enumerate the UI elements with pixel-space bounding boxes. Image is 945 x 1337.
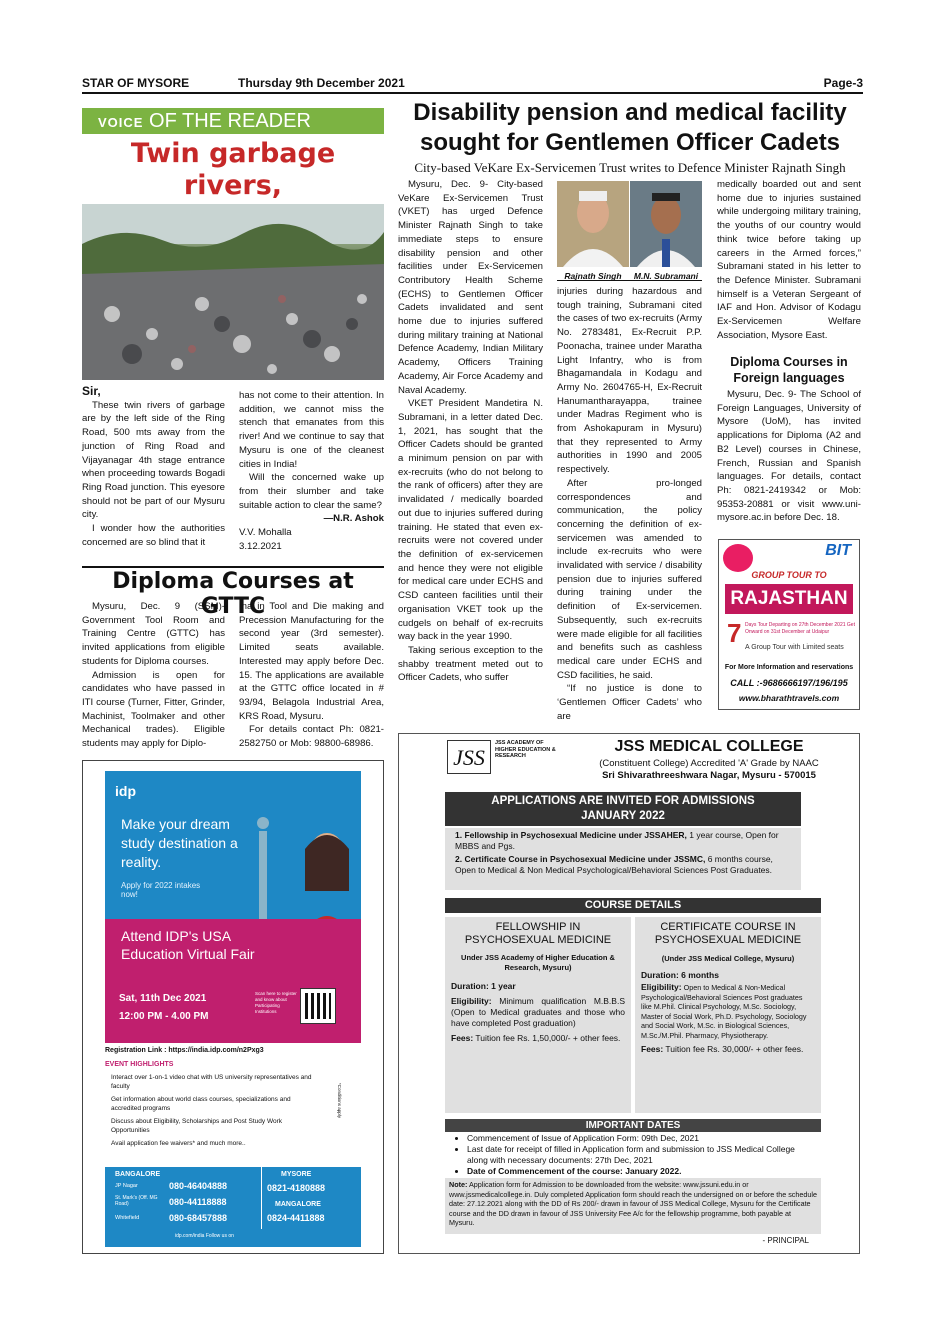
letter-date: 3.12.2021 [239,540,282,552]
list-item: Interact over 1-on-1 video chat with US university representatives and faculty [111,1074,312,1090]
main-headline [396,98,864,158]
jss-applications-banner [445,792,801,826]
list-item: Get information about world class courses, specializations and accredited programs [111,1096,291,1112]
jss-fellowship-under: Under JSS Academy of Higher Education & Research, Mysuru) [461,953,615,972]
main-paragraph: VKET President Mandetira N. Subramani, in a letter dated Dec. 1, 2021, has sought that the Officer Cadets should be granted a minimum pension on par with ex-recruits (who do not belong to the rank of officers) after they are invalidated / medically boarded out due to injuries suffered during training. He stated that even ex-recruits were not covered under the definition of ex-servicemen and hence they were not eligible for medical care under ECHS and CSD canteen facilities until their organisation VKET took up the cudgels on behalf of ex-recruits way back in the year 1990. [398,398,543,643]
main-paragraph: “If no justice is done to ‘Gentlemen Officer Cadets’ who are [557,683,702,722]
idp-jp-phone[interactable]: 080-46404888 [169,1181,228,1191]
bit-more: For More Information and reservations [724,664,854,671]
jss-ad [398,733,860,1254]
gttc-column-1 [82,600,225,751]
voice-word: VOICE [98,115,144,130]
jss-certificate-box [635,917,821,1113]
jss-course-details-banner: COURSE DETAILS [445,898,821,913]
foreign-paragraph: Mysuru, Dec. 9- The School of Foreign Languages, University of Mysore (UoM), has invited applications for Diploma (A2 and B2 Level) courses in Chinese, French, Russian and Spanish languages. For details, contact Ph: 0821-2419342 or Mob: 95353-20881 or visit www.uni-mysore.ac.in before Dec. 18. [717,389,861,524]
idp-conditions: *Conditions apply [337,1083,342,1119]
foreign-headline-line2: Foreign languages [733,371,845,385]
jss-fellowship-fees: Fees: Tuition fee Rs. 1,50,000/- + other fees. [451,1033,621,1043]
idp-sm-phone[interactable]: 080-44118888 [169,1197,227,1207]
idp-scan: Scan here to register and know about Participating Institutions [255,991,297,1014]
main-paragraph: Taking serious exception to the shabby treatment meted out to Officer Cadets, who suffer [398,644,543,684]
portraits [557,181,702,281]
main-paragraph: medically boarded out and sent home due to injuries sustained while undergoing military training, the youths of our country would think twice before taking up careers in the Armed forces,” Subramani stated in his letter to the Defence Minister. Subramani himself is a Veteran Sergeant of IAF and Hon. Advisor of Kodagu Ex-Servicemen Welfare Association, Mysore East. [717,179,861,341]
jss-fellowship-eligibility: Eligibility: Minimum qualification M.B.B.S (Open to Medical graduates and those who have completed Post graduation) [451,996,625,1028]
page-header [82,76,863,94]
garbage-photo [82,204,384,380]
jss-note: Note: Application form for Admission to be downloaded from the website: www.jssuni.edu.in or www.jssmedicalcollege.in. Duly completed Application form should reach the undersigned on or before the schedule date: 27.12.2021 along with the DD of Rs 200/- drawn in favour of JSS Medical College, Mysuru for the Certificate course and the DD drawn in favour of JSS University Fee A/c for the fellowship programme, both payable at Mysuru. [445,1178,821,1234]
letter-locality: V.V. Mohalla [239,527,292,539]
letter-headline-line1: Twin garbage rivers, [130,138,336,201]
idp-mangalore-phone[interactable]: 0824-4411888 [267,1213,325,1223]
main-paragraph: After pro-longed correspondences and communication, the policy concerning the definition of ex-servicemen was amended to include ex-recruits who were invalidated with service / disability pension due to injuries suffered during training under the definition of Ex-servicemen. Subsequently, such ex-recruits were made eligible for all facilities and benefits such as cashless medical care under ECHS and CSD facilities, he said. [557,477,702,681]
idp-apply: Apply for 2022 intakes now! [121,881,201,899]
idp-highlights-title: EVENT HIGHLIGHTS [105,1061,174,1068]
voice-rest: OF THE READER [143,110,311,132]
idp-jp: JP Nagar [115,1183,138,1189]
idp-ad-panel [105,771,361,1247]
main-paragraph: Mysuru, Dec. 9- City-based VeKare Ex-Servicemen Trust (VKET) has urged Defence Minister Rajnath Singh to take immediate steps to ensure disability pension and other facilities under Ex-Servicemen Contributory Health Scheme (ECHS) to Gentlemen Officer Cadets invalidated and sent home due to injuries suffered during military training at National Defence Academy, Indian Military Academy, Officers Training Academy, Air Force Academy and Naval Academy. [398,179,543,396]
paper-name: STAR OF MYSORE [82,76,190,90]
foreign-column [717,388,861,525]
letter-paragraph: I wonder how the authorities concerned are so blind that it [82,523,225,548]
idp-whitefield: Whitefield [115,1215,140,1221]
bit-days: Days Tour Departing on 27th December 2021 Get Onward on 31st December at Udaipur [745,622,855,635]
gttc-paragraph: ma in Tool and Die making and Precession Manufacturing for the second year (3rd semester). Limited seats available. Interested may apply before Dec. 15. The applications are available at the GTTC office located in # 93/94, Belagola Industrial Area, KRS Road, Mysuru. [239,601,384,722]
jss-programme-2: 2. Certificate Course in Psychosexual Medicine under JSSMC, 6 months course, Open to Medical & Non Medical Psychological/Behavioral Sciences Post Graduates. [455,854,773,875]
idp-mangalore: MANGALORE [275,1201,321,1208]
gttc-paragraph: For details contact Ph: 0821-2582750 or Mob: 98800-68986. [239,724,384,750]
idp-mysore-phone[interactable]: 0821-4180888 [267,1183,326,1193]
jss-important-dates-banner: IMPORTANT DATES [445,1119,821,1132]
jss-title: JSS MEDICAL COLLEGE [614,738,804,755]
portraits-illustration [557,181,702,267]
idp-hero [105,771,361,1043]
jss-logo: JSS [447,740,491,774]
list-item: Discuss about Eligibility, Scholarships and Post Study Work Opportunities [111,1118,283,1134]
main-headline-line2: sought for Gentlemen Officer Cadets [419,129,841,156]
garbage-photo-illustration [82,204,384,380]
main-column-2 [557,285,702,724]
jss-address: Sri Shivarathreeshwara Nagar, Mysuru - 570015 [602,770,816,781]
main-subheadline: City-based VeKare Ex-Servicemen Trust writes to Defence Minister Rajnath Singh [414,160,846,175]
jss-certificate-title: CERTIFICATE COURSE IN PSYCHOSEXUAL MEDICINE [654,921,802,946]
jss-fellowship-box [445,917,631,1113]
list-item: • Last date for receipt of filled in Application form and submission to JSS Medical College along with necessary documents: 27th Dec, 2021 [467,1144,817,1166]
jss-applications-line2: JANUARY 2022 [581,810,665,822]
gttc-paragraph: Admission is open for candidates who have passed in ITI course (Turner, Fitter, Grinder, Machinist, Toolmaker and other Mechanical trades). Eligible students may apply for Diplo- [82,669,225,750]
jss-certificate-fees: Fees: Tuition fee Rs. 30,000/- + other fees. [641,1044,804,1054]
dancer-icon [723,544,753,572]
letter-column-1 [82,385,225,549]
idp-footer: idp.com/india Follow us on [175,1233,234,1239]
bit-limited: A Group Tour with Limited seats [745,644,844,651]
page-number: Page-3 [823,76,863,90]
idp-ad [82,760,384,1254]
jss-certificate-eligibility: Eligibility: Open to Medical & Non-Medical Psychological/Behavioral Sciences Post graduates like M.Phil. Clinical Psychology, M.Sc. Sociology, Master of Social Work, Ph.D. Psychology, Sociology and Social Work, M.Sc. in Biological Sciences, M.Sc./M.Phil. Pharmacy, Physiotherapy. [641,982,807,1040]
jss-logo-text: JSS ACADEMY OF HIGHER EDUCATION & RESEARCH [495,740,556,759]
caption-rajnath: Rajnath Singh [564,271,622,281]
letter-paragraph: Will the concerned wake up from their slumber and take suitable action to clear the same? [239,472,384,511]
idp-date: Sat, 11th Dec 2021 [119,993,207,1004]
idp-registration-link[interactable]: Registration Link : https://india.idp.com/n2Pxg3 [105,1047,264,1054]
main-column-1 [398,178,543,685]
idp-wf-phone[interactable]: 080-68457888 [169,1213,228,1223]
list-item: • Commencement of Issue of Application Form: 09th Dec, 2021 [467,1133,817,1144]
main-headline-line1: Disability pension and medical facility [413,99,847,126]
list-item: Avail application fee waivers* and much more.. [111,1140,246,1147]
jss-accreditation: (Constituent College) Accredited 'A' Grade by NAAC [599,758,819,769]
letter-column-2 [239,389,384,553]
idp-logo: idp [115,783,136,799]
idp-contact-panel [105,1167,361,1247]
main-paragraph: injuries during hazardous and tough training, Subramani cited the cases of two ex-recruits (Army No. 2783481, Ex-Recruit P.P. Poonacha, trainee under Maratha Light Infantry, who is from Bhagamandala in Kodagu and Army No. 2604765-H, Ex-Recruit Hanumantharayappa, trainee under Madras Regiment who is from Ashokapuram in Mysuru) that they represented to Army authorities in 1990 and 2005 respectively. [557,286,703,476]
idp-highlights-list [111,1073,321,1148]
idp-mysore: MYSORE [281,1171,312,1178]
letter-author: —N.R. Ashok [323,513,384,525]
jss-principal: - PRINCIPAL [762,1236,809,1245]
idp-fair-band [105,919,361,1043]
bit-group: GROUP TOUR TO [751,570,827,580]
issue-date: Thursday 9th December 2021 [238,76,405,90]
letter-salutation: Sir, [82,384,101,398]
jss-certificate-under: (Under JSS Medical College, Mysuru) [661,954,795,963]
list-item: • Date of Commencement of the course: January 2022. [467,1166,817,1177]
letter-paragraph: These twin rivers of garbage are by the left side of the Ring Road, 500 mts away from the junction of Ring Road and Vijayanagar 4th stage entrance when proceeding towards Bogadi Ring Road junction. This eyesore should not be part of our Mysuru city. [82,399,225,521]
bit-days-number: 7 [727,618,742,648]
idp-bangalore: BANGALORE [115,1171,161,1178]
bit-travel-ad [718,539,860,710]
letter-paragraph: has not come to their attention. In addition, we cannot miss the stench that emanates from this river! And we continue to say that Mysuru is one of the cleanest cities in India! [239,390,384,470]
idp-stmarks: St. Mark's (Off. MG Road) [115,1195,158,1207]
idp-headline: Make your dream study destination a reality. [121,816,238,870]
gttc-column-2 [239,600,384,751]
jss-fellowship-title: FELLOWSHIP IN PSYCHOSEXUAL MEDICINE [464,921,612,946]
bit-destination: RAJASTHAN [725,584,853,614]
caption-subramani: M.N. Subramani [633,271,699,281]
qr-code-icon[interactable] [301,989,335,1023]
gttc-paragraph: Mysuru, Dec. 9 (SSM)- Government Tool Room and Training Centre (GTTC) has invited applications from eligible students for Diploma courses. [82,601,225,667]
jss-certificate-duration: Duration: 6 months [641,970,719,980]
foreign-headline [717,354,861,386]
main-column-3 [717,178,861,342]
bit-website: www.bharathtravels.com [738,693,840,703]
jss-programme-1: 1. Fellowship in Psychosexual Medicine under JSSAHER, 1 year course, Open for MBBS and Pgs. [455,830,779,851]
bit-logo: BIT [825,542,851,559]
divider [261,1167,262,1229]
foreign-headline-line1: Diploma Courses in [730,355,848,369]
gttc-rule [82,566,384,568]
idp-fair-title: Attend IDP's USA Education Virtual Fair [121,928,255,962]
bit-call: CALL :-9686666197/196/195 [730,678,848,688]
voice-banner [82,108,384,134]
jss-fellowship-duration: Duration: 1 year [451,981,516,991]
jss-applications-line1: APPLICATIONS ARE INVITED FOR ADMISSIONS [491,795,755,807]
gttc-headline: Diploma Courses at GTTC [112,569,354,619]
jss-programmes [445,828,801,890]
idp-time: 12:00 PM - 4.00 PM [119,1011,209,1022]
jss-dates-list [467,1133,817,1177]
